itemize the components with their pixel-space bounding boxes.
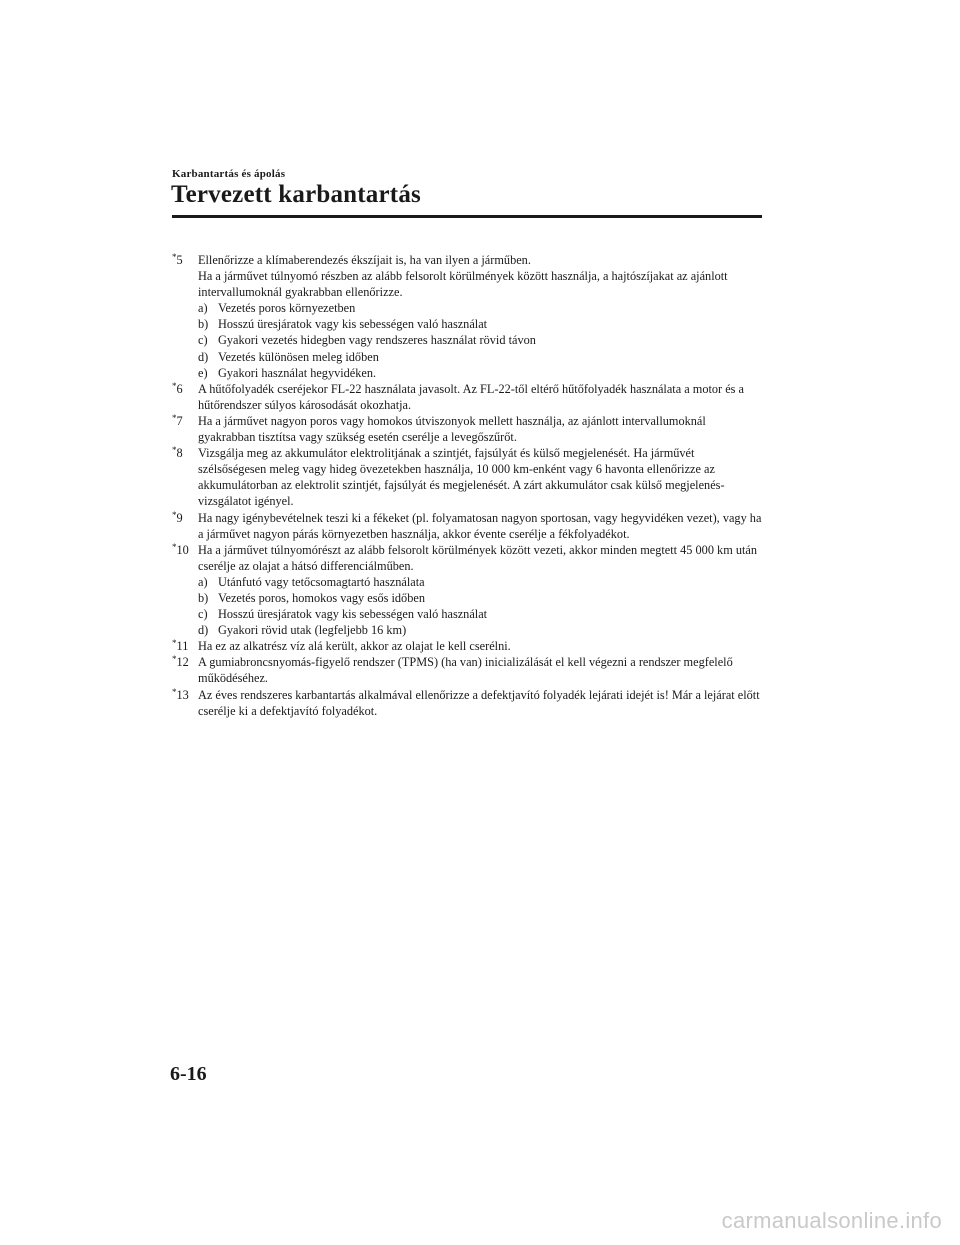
asterisk-icon: * — [172, 654, 177, 665]
footnote-9 — [172, 510, 762, 542]
footnote-text: Ha nagy igénybevételnek teszi ki a fékeket (pl. folyamatosan nagyon sportosan, vagy hegyvidéken vezet), vagy ha a járművet nagyon párás környezetben használja, akkor évente cserélje a fékfolyadékot. — [198, 510, 762, 541]
footnote-number: 7 — [176, 413, 183, 428]
list-item — [198, 332, 762, 348]
list-item-letter: e) — [198, 365, 208, 380]
footnote-marker — [172, 381, 183, 398]
footnote-list — [172, 252, 762, 719]
list-item — [198, 349, 762, 365]
list-item-letter: c) — [198, 607, 208, 622]
footnote-continuation: Ha a járművet túlnyomó részben az alább felsorolt körülmények között használja, a hajtószíjakat az ajánlott intervallumoknál gyakrabban ellenőrizze. — [198, 269, 728, 300]
list-item — [198, 622, 762, 638]
asterisk-icon: * — [172, 686, 177, 697]
list-item-text: Vezetés poros környezetben — [218, 301, 356, 316]
footnote-text: A hűtőfolyadék cseréjekor FL-22 használata javasolt. Az FL-22-től eltérő hűtőfolyadék használata a motor és a hűtőrendszer súlyos károsodását okozhatja. — [198, 381, 745, 412]
site-watermark: carmanualsonline.info — [721, 1208, 942, 1233]
list-item-text: Gyakori vezetés hidegben vagy rendszeres használat rövid távon — [218, 333, 536, 348]
footnote-marker — [172, 252, 183, 269]
list-item-letter: d) — [198, 349, 209, 364]
list-item-letter: a) — [198, 574, 208, 589]
footnote-text: Ha ez az alkatrész víz alá került, akkor az olajat le kell cserélni. — [198, 639, 511, 654]
list-item-text: Hosszú üresjáratok vagy kis sebességen való használat — [218, 317, 488, 332]
footnote-12 — [172, 654, 762, 686]
list-item-text: Utánfutó vagy tetőcsomagtartó használata — [218, 574, 425, 589]
asterisk-icon: * — [172, 445, 177, 456]
asterisk-icon: * — [172, 252, 177, 262]
footnote-10 — [172, 542, 762, 639]
list-item — [198, 590, 762, 606]
footnote-marker — [172, 445, 183, 462]
footnote-marker — [172, 510, 183, 527]
footnote-marker — [172, 413, 183, 430]
list-item-text: Vezetés különösen meleg időben — [218, 349, 379, 364]
page-number: 6-16 — [170, 1063, 207, 1085]
footnote-5 — [172, 252, 762, 381]
title-divider — [172, 215, 762, 218]
list-item — [198, 365, 762, 381]
footnote-6 — [172, 381, 762, 413]
list-item-text: Gyakori használat hegyvidéken. — [218, 365, 377, 380]
footnote-text: Ha a járművet túlnyomórészt az alább felsorolt körülmények között vezeti, akkor minden megtett 45 000 km után cserélje az olajat a hátsó differenciálműben. — [198, 542, 758, 573]
footnote-marker — [172, 638, 188, 655]
list-item — [198, 606, 762, 622]
footnote-text: Ellenőrizze a klímaberendezés ékszíjait is, ha van ilyen a járműben. — [198, 253, 531, 267]
footnote-text: Ha a járművet nagyon poros vagy homokos útviszonyok mellett használja, az ajánlott intervallumoknál gyakrabban tisztítsa vagy szükség esetén cserélje a levegőszűrőt. — [198, 413, 706, 445]
footnote-number: 12 — [176, 655, 189, 670]
footnote-number: 9 — [176, 510, 183, 525]
list-item — [198, 316, 762, 332]
footnote-text: Az éves rendszeres karbantartás alkalmával ellenőrizze a defektjavító folyadék lejárati idejét is! Már a lejárat előtt cserélje ki a defektjavító folyadékot. — [198, 687, 760, 718]
asterisk-icon: * — [172, 412, 177, 423]
list-item-letter: a) — [198, 301, 208, 316]
footnote-8 — [172, 445, 762, 509]
footnote-11 — [172, 638, 762, 654]
footnote-7 — [172, 413, 762, 445]
list-item-letter: b) — [198, 317, 209, 332]
footnote-number: 13 — [176, 687, 189, 702]
list-item — [198, 574, 762, 590]
list-item-letter: d) — [198, 623, 209, 638]
footnote-number: 10 — [176, 542, 189, 557]
footnote-number: 8 — [176, 446, 183, 461]
list-item-text: Gyakori rövid utak (legfeljebb 16 km) — [218, 623, 407, 638]
page-title: Tervezett karbantartás — [171, 181, 421, 208]
list-item-letter: b) — [198, 590, 209, 605]
asterisk-icon: * — [172, 380, 177, 391]
list-item-text: Vezetés poros, homokos vagy esős időben — [218, 590, 425, 605]
list-item-text: Hosszú üresjáratok vagy kis sebességen való használat — [218, 607, 488, 622]
asterisk-icon: * — [172, 541, 177, 552]
footnote-number: 6 — [176, 381, 183, 396]
footnote-text: Vizsgálja meg az akkumulátor elektrolitjának a szintjét, fajsúlyát és külső megjelenését. Ha járművét szélsőségesen meleg vagy hideg övezetekben használja, 10 000 km-enként vagy 6 havonta ellenőrizze az akkumulátorban az elektrolit szintjét, fajsúlyát és megjelenését. A zárt akkumulátor csak külső megjelenés-vizsgálatot igényel. — [198, 446, 725, 509]
footnote-marker — [172, 542, 189, 559]
list-item — [198, 300, 762, 316]
asterisk-icon: * — [172, 509, 177, 520]
footnote-text: A gumiabroncsnyomás-figyelő rendszer (TPMS) (ha van) inicializálását el kell végezni a rendszer megfelelő működéséhez. — [198, 655, 733, 686]
footnote-13 — [172, 687, 762, 719]
footnote-marker — [172, 654, 189, 671]
list-item-letter: c) — [198, 333, 208, 348]
footnote-number: 5 — [176, 253, 183, 267]
footnote-marker — [172, 687, 189, 704]
section-label: Karbantartás és ápolás — [172, 168, 286, 180]
footnote-number: 11 — [176, 639, 189, 654]
asterisk-icon: * — [172, 638, 177, 649]
